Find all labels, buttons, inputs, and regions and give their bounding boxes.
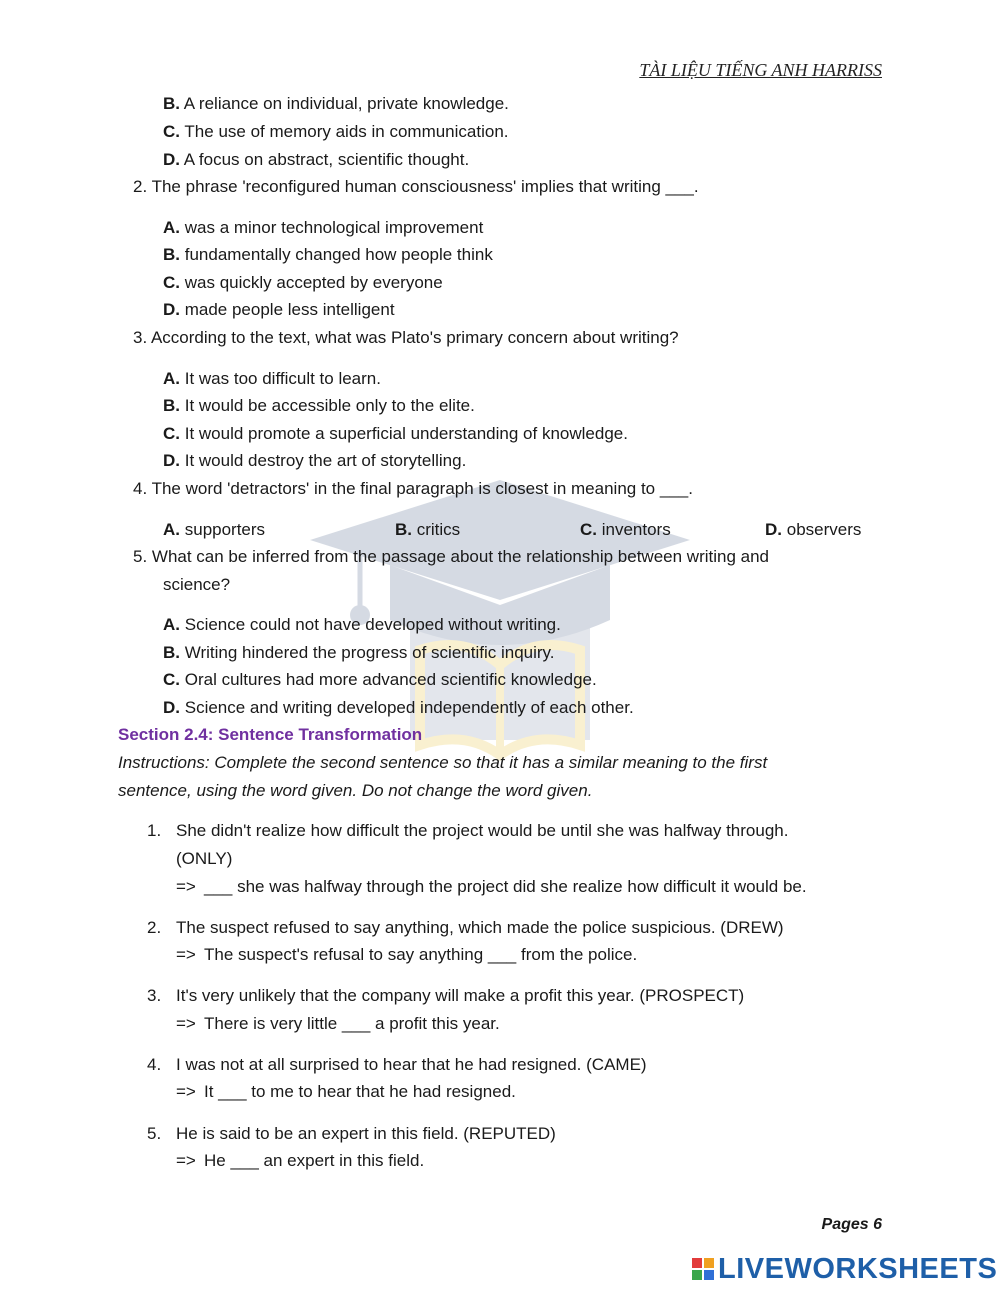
q3-option-c[interactable]: C. It would promote a superficial understanding of knowledge. bbox=[163, 424, 628, 443]
liveworksheets-brand-text: LIVEWORKSHEETS bbox=[718, 1252, 998, 1285]
q3-stem: 3. According to the text, what was Plato's primary concern about writing? bbox=[133, 328, 679, 347]
q2-option-a[interactable]: A. was a minor technological improvement bbox=[163, 218, 484, 237]
section-instructions-line2: sentence, using the word given. Do not change the word given. bbox=[118, 781, 593, 800]
transform-1-prompt: She didn't realize how difficult the project would be until she was halfway through. bbox=[176, 821, 789, 840]
liveworksheets-logo-icon bbox=[692, 1258, 714, 1280]
q2-stem: 2. The phrase 'reconfigured human consciousness' implies that writing ___. bbox=[133, 177, 699, 196]
transform-4-answer[interactable]: It ___ to me to hear that he had resigned. bbox=[204, 1082, 516, 1101]
transform-5-prompt: He is said to be an expert in this field. (REPUTED) bbox=[176, 1124, 556, 1143]
section-title: Section 2.4: Sentence Transformation bbox=[118, 725, 423, 744]
q5-option-d[interactable]: D. Science and writing developed independently of each other. bbox=[163, 698, 634, 717]
transform-2-answer[interactable]: The suspect's refusal to say anything ___ from the police. bbox=[204, 945, 638, 964]
q4-option-a[interactable]: A. supporters bbox=[163, 520, 266, 539]
section-instructions: Instructions: Complete the second sentence so that it has a similar meaning to the first bbox=[118, 753, 768, 772]
transform-5-answer[interactable]: He ___ an expert in this field. bbox=[204, 1151, 425, 1170]
q5-option-b[interactable]: B. Writing hindered the progress of scientific inquiry. bbox=[163, 643, 555, 662]
q2-option-c[interactable]: C. was quickly accepted by everyone bbox=[163, 273, 443, 292]
q5-option-c[interactable]: C. Oral cultures had more advanced scientific knowledge. bbox=[163, 670, 597, 689]
transform-3-arrow: => bbox=[176, 1014, 196, 1033]
q4-option-c[interactable]: C. inventors bbox=[580, 520, 671, 539]
q4-option-b[interactable]: B. critics bbox=[395, 520, 461, 539]
q3-option-a[interactable]: A. It was too difficult to learn. bbox=[163, 369, 381, 388]
transform-5-arrow: => bbox=[176, 1151, 196, 1170]
q2-option-b[interactable]: B. fundamentally changed how people think bbox=[163, 245, 493, 264]
transform-5-number: 5. bbox=[147, 1124, 162, 1143]
transform-2-number: 2. bbox=[147, 918, 162, 937]
q1-option-c: C. The use of memory aids in communication. bbox=[163, 122, 509, 141]
transform-1-number: 1. bbox=[147, 821, 162, 840]
transform-3-prompt: It's very unlikely that the company will make a profit this year. (PROSPECT) bbox=[176, 986, 745, 1005]
q5-option-a[interactable]: A. Science could not have developed without writing. bbox=[163, 615, 561, 634]
q2-option-d[interactable]: D. made people less intelligent bbox=[163, 300, 395, 319]
q1-option-b: B. A reliance on individual, private knowledge. bbox=[163, 94, 509, 113]
q4-stem: 4. The word 'detractors' in the final paragraph is closest in meaning to ___. bbox=[133, 479, 693, 498]
transform-1-answer[interactable]: ___ she was halfway through the project did she realize how difficult it would be. bbox=[204, 877, 807, 896]
q3-option-d[interactable]: D. It would destroy the art of storytelling. bbox=[163, 451, 467, 470]
transform-3-answer[interactable]: There is very little ___ a profit this year. bbox=[204, 1014, 500, 1033]
transform-2-prompt: The suspect refused to say anything, which made the police suspicious. (DREW) bbox=[176, 918, 784, 937]
q5-stem: 5. What can be inferred from the passage about the relationship between writing and bbox=[133, 547, 769, 566]
q3-option-b[interactable]: B. It would be accessible only to the elite. bbox=[163, 396, 475, 415]
transform-2-arrow: => bbox=[176, 945, 196, 964]
transform-1-arrow: => bbox=[176, 877, 196, 896]
q5-stem-line2: science? bbox=[163, 575, 231, 594]
liveworksheets-logo[interactable] bbox=[692, 1252, 997, 1286]
page-header: TÀI LIỆU TIẾNG ANH HARRISS bbox=[639, 60, 882, 80]
q1-option-d: D. A focus on abstract, scientific thought. bbox=[163, 150, 470, 169]
transform-4-number: 4. bbox=[147, 1055, 162, 1074]
transform-1-keyword: (ONLY) bbox=[176, 849, 233, 868]
transform-3-number: 3. bbox=[147, 986, 162, 1005]
transform-4-prompt: I was not at all surprised to hear that he had resigned. (CAME) bbox=[176, 1055, 647, 1074]
page-number: Pages 6 bbox=[821, 1216, 882, 1233]
q4-option-d[interactable]: D. observers bbox=[765, 520, 862, 539]
transform-4-arrow: => bbox=[176, 1082, 196, 1101]
